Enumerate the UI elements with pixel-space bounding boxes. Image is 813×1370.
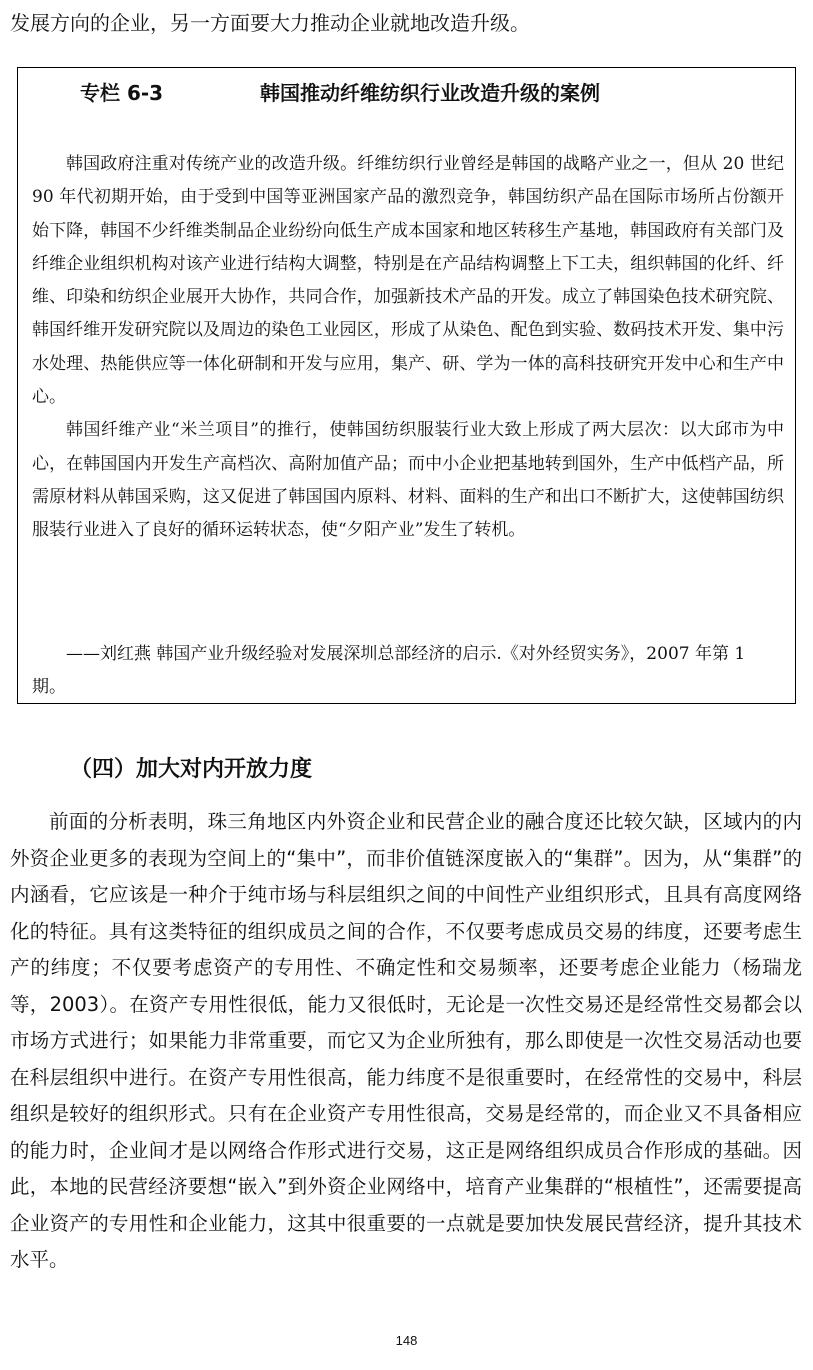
box-heading bbox=[80, 78, 600, 108]
section-heading: （四）加大对内开放力度 bbox=[70, 757, 313, 782]
box-paragraph: 韩国政府注重对传统产业的改造升级。纤维纺织行业曾经是韩国的战略产业之一，但从 20 世纪 90 年代初期开始，由于受到中国等亚洲国家产品的激烈竞争，韩国纺织产品在国际市场所占份额开始下降，韩国不少纤维类制品企业纷纷向低生产成本国家和地区转移生产基地，韩国政府有关部门及纤维企业组织机构对该产业进行结构大调整，特别是在产品结构调整上下工夫，组织韩国的化纤、纤维、印染和纺织企业展开大协作，共同合作，加强新技术产品的开发。成立了韩国染色技术研究院、韩国纤维开发研究院以及周边的染色工业园区，形成了从染色、配色到实验、数码技术开发、集中污水处理、热能供应等一体化研制和开发与应用，集产、研、学为一体的高科技研究开发中心和生产中心。 bbox=[32, 154, 784, 408]
main-paragraph: 前面的分析表明，珠三角地区内外资企业和民营企业的融合度还比较欠缺，区域内的内外资企业更多的表现为空间上的“集中”，而非价值链深度嵌入的“集群”。因为，从“集群”的内涵看，它应该是一种介于纯市场与科层组织之间的中间性产业组织形式，且具有高度网络化的特征。具有这类特征的组织成员之间的合作，不仅要考虑成员交易的纬度，还要考虑生产的纬度；不仅要考虑资产的专用性、不确定性和交易频率，还要考虑企业能力（杨瑞龙等，2003）。在资产专用性很低，能力又很低时，无论是一次性交易还是经常性交易都会以市场方式进行；如果能力非常重要，而它又为企业所独有，那么即使是一次性交易活动也要在科层组织中进行。在资产专用性很高，能力纬度不是很重要时，在经常性的交易中，科层组织是较好的组织形式。只有在企业资产专用性很高，交易是经常的，而企业又不具备相应的能力时，企业间才是以网络合作形式进行交易，这正是网络组织成员合作形成的基础。因此，本地的民营经济要想“嵌入”到外资企业网络中，培育产业集群的“根植性”，还需要提高企业资产的专用性和企业能力，这其中很重要的一点就是要加快发展民营经济，提升其技术水平。 bbox=[10, 810, 802, 1271]
box-paragraph: 韩国纤维产业“米兰项目”的推行，使韩国纺织服装行业大致上形成了两大层次：以大邱市为中心，在韩国国内开发生产高档次、高附加值产品；而中小企业把基地转到国外，生产中低档产品，所需原材料从韩国采购，这又促进了韩国国内原料、材料、面料的生产和出口不断扩大，这使韩国纺织服装行业进入了良好的循环运转状态，使“夕阳产业”发生了转机。 bbox=[32, 420, 784, 541]
case-study-box bbox=[17, 67, 796, 704]
box-source-text: ——刘红燕 韩国产业升级经验对发展深圳总部经济的启示.《对外经贸实务》，2007 年第 1 期。 bbox=[32, 644, 746, 697]
intro-line: 发展方向的企业，另一方面要大力推动企业就地改造升级。 bbox=[10, 11, 530, 35]
box-body bbox=[32, 148, 784, 548]
box-title: 韩国推动纤维纺织行业改造升级的案例 bbox=[260, 81, 600, 105]
page-number: 148 bbox=[395, 1333, 418, 1348]
main-text bbox=[10, 804, 802, 1279]
box-label: 专栏 6-3 bbox=[80, 81, 164, 105]
box-source bbox=[32, 638, 784, 704]
